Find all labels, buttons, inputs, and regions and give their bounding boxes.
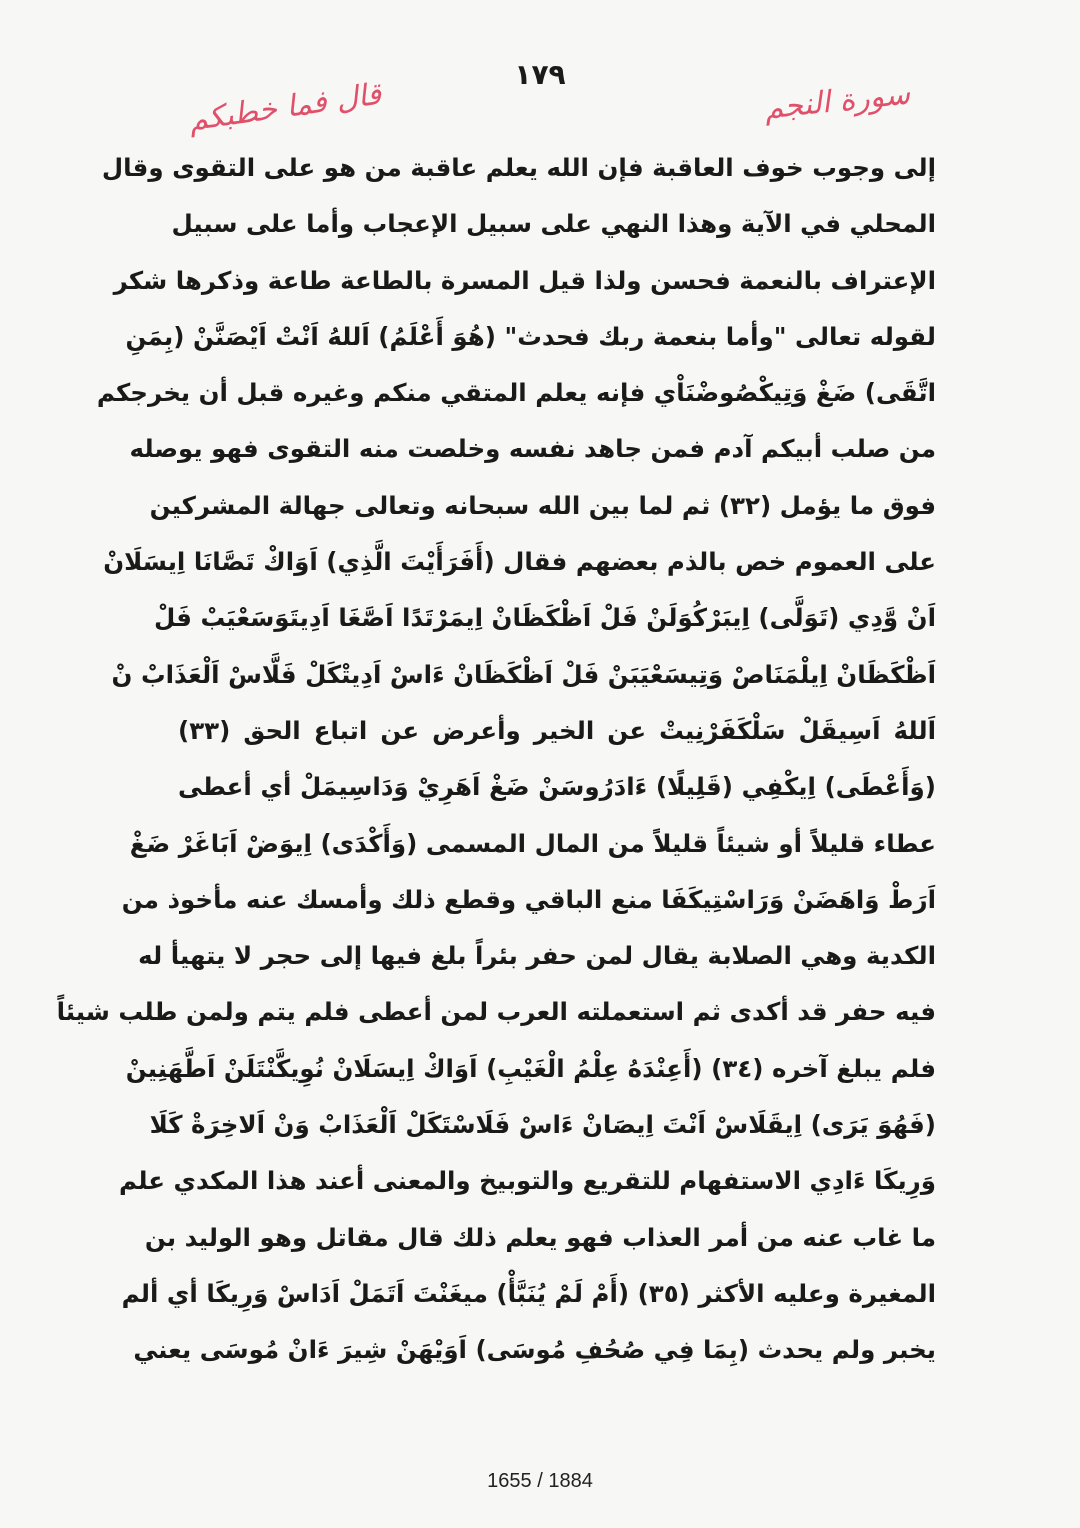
text-line: فيه حفر قد أكدى ثم استعملته العرب لمن أعطى فلم يتم ولمن طلب شيئاً (56, 997, 936, 1027)
text-line: ما غاب عنه من أمر العذاب فهو يعلم ذلك قال مقاتل وهو الوليد بن (144, 1222, 936, 1252)
text-line: المحلي في الآية وهذا النهي على سبيل الإعجاب وأما على سبيل (171, 209, 936, 239)
text-line: على العموم خص بالذم بعضهم فقال (أَفَرَأَيْتَ الَّذِي) اَوَاكْ تَصَّانَا اِيسَلَانْ (103, 547, 936, 577)
body-text (56, 140, 936, 1379)
text-line: الإعتراف بالنعمة فحسن ولذا قيل المسرة بالطاعة طاعة وذكرها شكر (113, 265, 936, 295)
text-line: لقوله تعالى "وأما بنعمة ربك فحدث" (هُوَ أَعْلَمُ) اَللهُ اَنْتْ اَيْصَنَّنْ (بِمَنِ (125, 321, 936, 351)
text-line: اَرَطْ وَاهَضَنْ وَرَاسْتِيكَفَا منع الباقي وقطع ذلك وأمسك عنه مأخوذ من (121, 884, 936, 914)
handwritten-note-right: سورة النجم (762, 76, 912, 127)
text-line: عطاء قليلاً أو شيئاً قليلاً من المال المسمى (وَأَكْدَى) اِيوَضْ اَبَاغَرْ ضَغْ (129, 828, 936, 858)
text-line: فوق ما يؤمل (٣٢) ثم لما بين الله سبحانه وتعالى جهالة المشركين (149, 490, 936, 520)
text-line: اَظْكَظَانْ اِيلْمَنَاصْ وَتِيسَعْيَبَنْ فَلْ اَظْكَظَانْ ءَاسْ اَدِيتْكَلْ فَلَّاسْ اَلْعَذَابْ نْ (111, 659, 936, 689)
text-line: اتَّقَى) ضَغْ وَتِيكْصُوضْنَاْي فإنه يعلم المتقي منكم وغيره قبل أن يخرجكم (96, 378, 936, 408)
handwritten-note-left: قال فما خطبكم (186, 76, 384, 139)
text-line: يخبر ولم يحدث (بِمَا فِي صُحُفِ مُوسَى) اَوَيْهَنْ شِيرَ ءَانْ مُوسَى يعني (133, 1335, 936, 1365)
text-line: (وَأَعْطَى) اِيكْفِي (قَلِيلًا) ءَادَرُوسَنْ ضَغْ اَهَرِيْ وَدَاسِيمَلْ أي أعطى (178, 772, 936, 802)
text-line: من صلب أبيكم آدم فمن جاهد نفسه وخلصت منه التقوى فهو يوصله (129, 434, 936, 464)
text-line: الكدية وهي الصلابة يقال لمن حفر بئراً بلغ فيها إلى حجر لا يتهيأ له (138, 941, 936, 971)
text-line: وَرِيكَا ءَادِي الاستفهام للتقريع والتوبيخ والمعنى أعند هذا المكدي علم (119, 1166, 936, 1196)
text-line: اَللهُ اَسِيقَلْ سَلْكَفَرْنِيتْ عن الخير وأعرض عن اتباع الحق (٣٣) (178, 715, 936, 745)
text-line: إلى وجوب خوف العاقبة فإن الله يعلم عاقبة من هو على التقوى وقال (101, 153, 936, 182)
page-counter: 1655 / 1884 (487, 1470, 593, 1492)
text-line: (فَهُوَ يَرَى) اِيقَلَاسْ اَنْتَ اِيصَانْ ءَاسْ فَلَاسْتَكَلْ اَلْعَذَابْ وَنْ اَلاخِرَةْ كَلَا (149, 1110, 936, 1140)
text-line: المغيرة وعليه الأكثر (٣٥) (أَمْ لَمْ يُنَبَّأْ) ميغَنْتَ اَتَمَلْ اَدَاسْ وَرِيكَا أي ألم (121, 1278, 936, 1308)
text-line: فلم يبلغ آخره (٣٤) (أَعِنْدَهُ عِلْمُ الْغَيْبِ) اَوَاكْ اِيسَلَانْ نُوِيكَّنْتَلَنْ اَطَّهَنِينْ (125, 1053, 936, 1083)
text-line: اَنْ وَّدِي (تَوَلَّى) اِيبَرْكُوَلَنْ فَلْ اَظْكَظَانْ اِيمَرْتَدًا اَصَّغَا اَدِيتَوَسَعْيَبْ فَلْ (154, 603, 936, 633)
page-number: ١٧٩ (514, 58, 566, 91)
